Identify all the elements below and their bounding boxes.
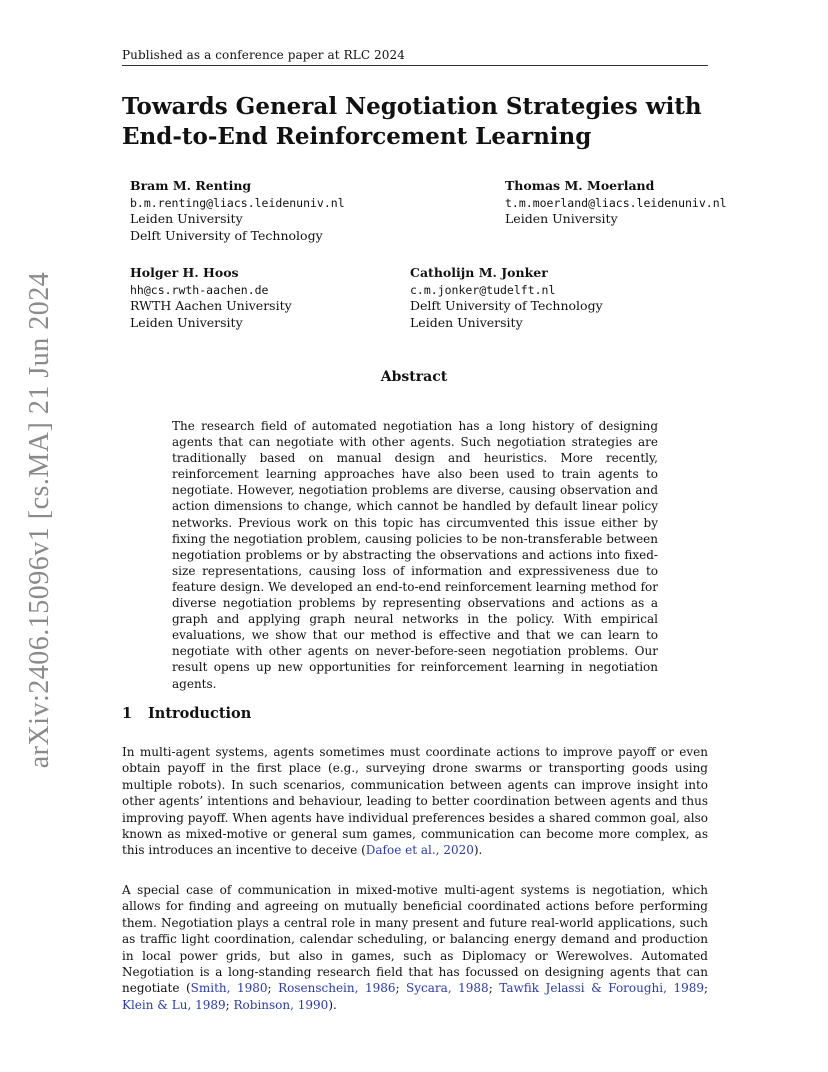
author-email[interactable]: t.m.moerland@liacs.leidenuniv.nl bbox=[505, 195, 727, 210]
paragraph-text: A special case of communication in mixed-motive multi-agent systems is negotiation, which allows for finding and agreeing on mutually beneficial coordinated actions before performing them. Negotiation plays a central role in many present and future real-world applications, such as traffic light coordination, calendar scheduling, or balancing energy demand and production in local power grids, but also in games, such as Diplomacy or Werewolves. Automated Negotiation is a long-standing research field that has focussed on designing agents that can negotiate ( bbox=[122, 883, 708, 996]
citation-separator: ; bbox=[488, 981, 500, 996]
author-name: Holger H. Hoos bbox=[130, 265, 239, 280]
citation-separator: ; bbox=[267, 981, 279, 996]
citation-separator: ; bbox=[395, 981, 407, 996]
section-number: 1 bbox=[122, 705, 133, 722]
author-name: Catholijn M. Jonker bbox=[410, 265, 548, 280]
citation-link[interactable]: Smith, 1980 bbox=[190, 981, 268, 996]
author-email[interactable]: hh@cs.rwth-aachen.de bbox=[130, 282, 269, 297]
abstract-body: The research field of automated negotiation has a long history of designing agents that can negotiate with other agents. Such negotiation strategies are traditionally based on manual design and heuristics. More recently, reinforcement learning approaches have also been used to train agents to negotiate. However, negotiation problems are diverse, causing observation and action dimensions to change, which cannot be handled by default linear policy networks. Previous work on this topic has circumvented this issue either by fixing the negotiation problem, causing policies to be non-transferable between negotiation problems or by abstracting the observations and actions into fixed-size representations, causing loss of information and expressiveness due to feature design. We developed an end-to-end reinforcement learning method for diverse negotiation problems by representing observations and actions as a graph and applying graph neural networks in the policy. With empirical evaluations, we show that our method is effective and that we can learn to negotiate with other agents on never-before-seen negotiation problems. Our result opens up new opportunities for reinforcement learning in negotiation agents. bbox=[172, 419, 658, 691]
section-title: Introduction bbox=[148, 705, 252, 722]
citation-link[interactable]: Dafoe et al., 2020 bbox=[365, 843, 474, 858]
author-affiliation: Leiden University bbox=[130, 211, 243, 226]
author-affiliation: Delft University of Technology bbox=[130, 227, 323, 243]
author-name: Bram M. Renting bbox=[130, 178, 252, 193]
paragraph-text: In multi-agent systems, agents sometimes must coordinate actions to improve payoff or even obtain payoff in the first place (e.g., surveying drone swarms or transporting goods using multiple robots). In such scenarios, communication between agents can improve insight into other agents’ intentions and behaviour, leading to better coordination between agents and thus improving payoff. When agents have individual preferences besides a shared common goal, also known as mixed-motive or general sum games, communication can become more complex, as this introduces an incentive to deceive ( bbox=[122, 745, 708, 858]
author-email[interactable]: b.m.renting@liacs.leidenuniv.nl bbox=[130, 195, 345, 210]
author-affiliation: Leiden University bbox=[505, 211, 618, 226]
author-name: Thomas M. Moerland bbox=[505, 178, 655, 193]
paragraph-text: ). bbox=[473, 843, 483, 858]
author-block-1 bbox=[130, 178, 345, 244]
citation-link[interactable]: Sycara, 1988 bbox=[406, 981, 489, 996]
arxiv-stamp: arXiv:2406.15096v1 [cs.MA] 21 Jun 2024 bbox=[24, 271, 55, 769]
citation-link[interactable]: Rosenschein, 1986 bbox=[278, 981, 396, 996]
citation-link[interactable]: Tawfik Jelassi & Foroughi, 1989 bbox=[499, 981, 704, 996]
author-block-2 bbox=[505, 178, 727, 228]
abstract-heading: Abstract bbox=[380, 369, 448, 385]
intro-paragraph-1 bbox=[122, 744, 708, 859]
author-block-3 bbox=[130, 265, 292, 331]
citation-link[interactable]: Klein & Lu, 1989 bbox=[122, 997, 226, 1012]
author-affiliation: RWTH Aachen University bbox=[130, 298, 292, 313]
paragraph-text: ). bbox=[328, 997, 337, 1012]
author-affiliation: Leiden University bbox=[410, 314, 523, 330]
author-block-4 bbox=[410, 265, 603, 331]
section-heading bbox=[122, 705, 251, 722]
author-email[interactable]: c.m.jonker@tudelft.nl bbox=[410, 282, 556, 297]
title-line-2: End-to-End Reinforcement Learning bbox=[122, 123, 592, 150]
paper-title bbox=[122, 92, 722, 152]
author-affiliation: Leiden University bbox=[130, 314, 243, 330]
citation-separator: ; bbox=[703, 981, 709, 996]
author-affiliation: Delft University of Technology bbox=[410, 298, 603, 313]
intro-paragraph-2 bbox=[122, 882, 708, 1013]
title-line-1: Towards General Negotiation Strategies with bbox=[122, 93, 702, 120]
citation-link[interactable]: Robinson, 1990 bbox=[233, 997, 329, 1012]
running-header: Published as a conference paper at RLC 2024 bbox=[122, 48, 708, 66]
citation-separator: ; bbox=[225, 997, 234, 1012]
